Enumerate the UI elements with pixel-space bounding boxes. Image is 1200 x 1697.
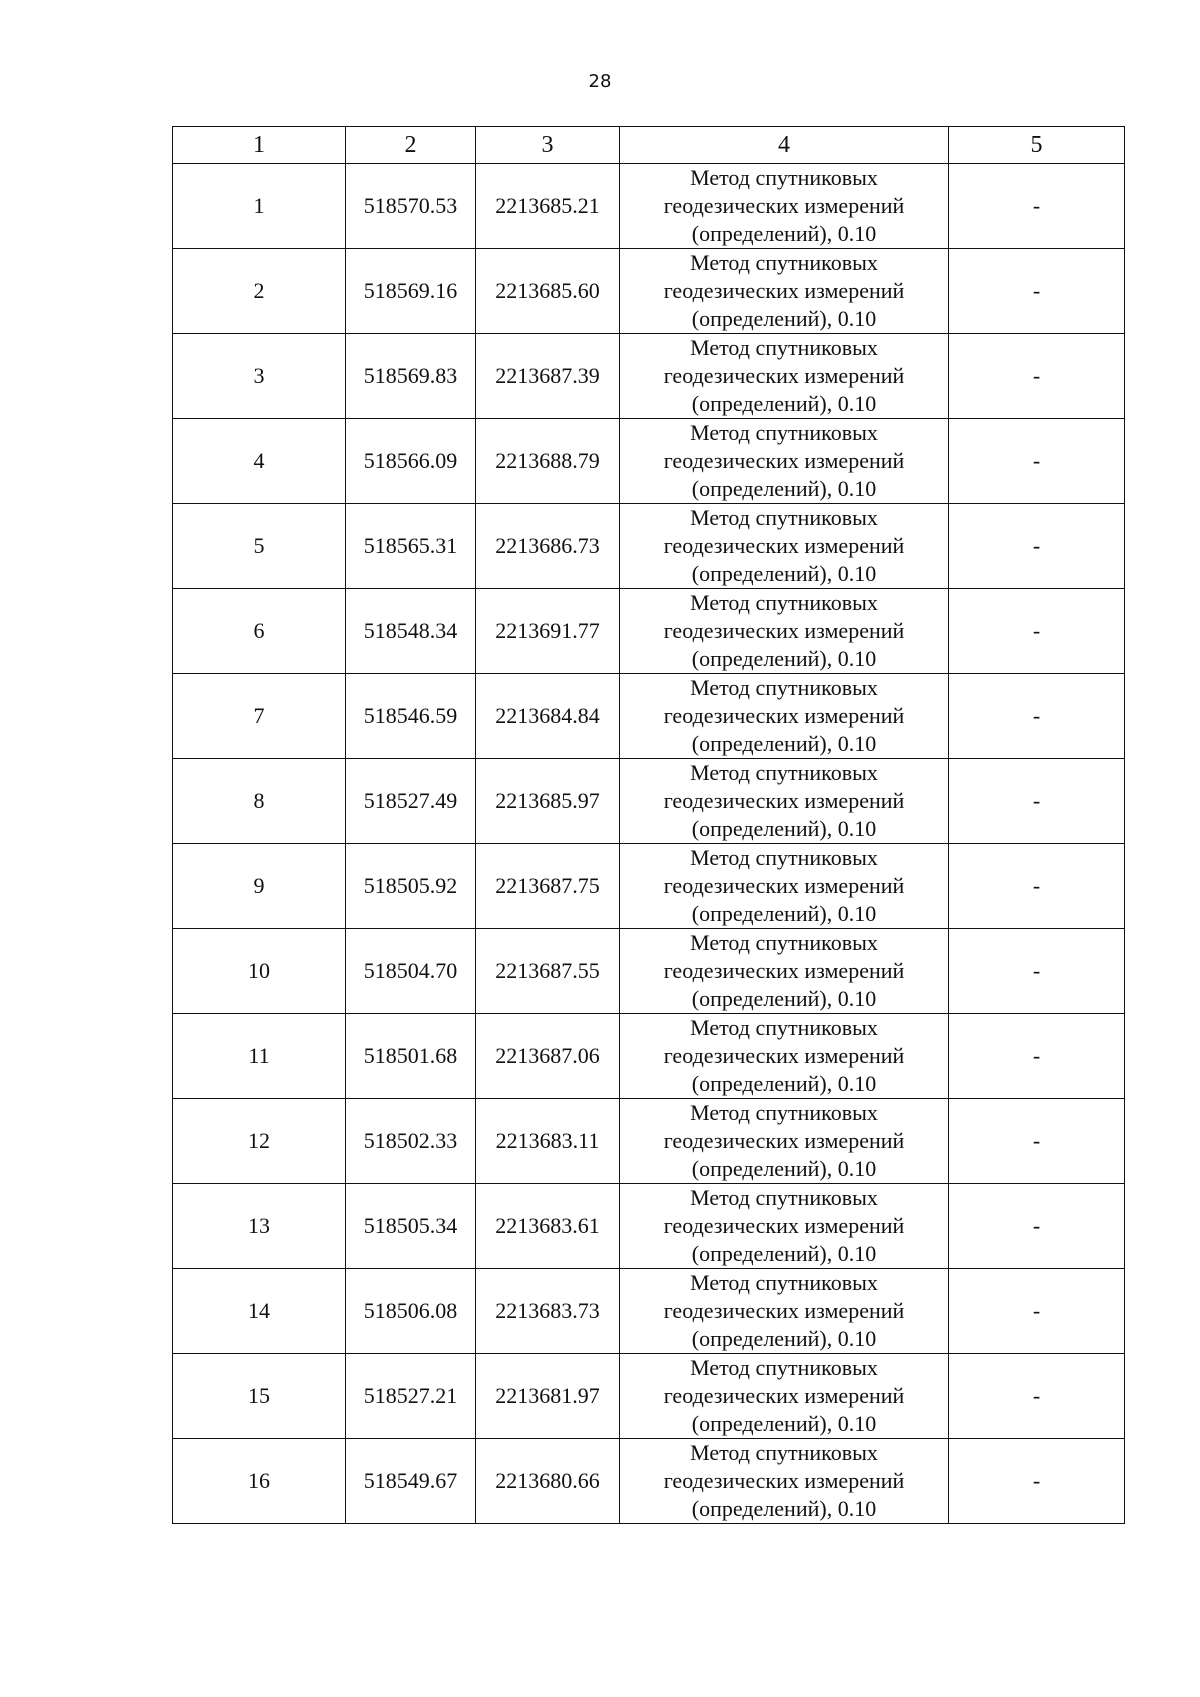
point-number-cell: 16	[173, 1439, 346, 1524]
table-row	[173, 1099, 1125, 1184]
note-cell: -	[949, 1184, 1125, 1269]
header-col-4: 4	[620, 127, 949, 164]
y-coordinate-cell: 2213687.06	[476, 1014, 620, 1099]
method-cell	[620, 164, 949, 249]
point-number-cell: 14	[173, 1269, 346, 1354]
method-line: Метод спутниковых	[690, 590, 878, 615]
y-coordinate-cell: 2213691.77	[476, 589, 620, 674]
method-line: (определений), 0.10	[691, 476, 877, 501]
y-coordinate-cell: 2213683.73	[476, 1269, 620, 1354]
method-cell	[620, 1269, 949, 1354]
point-number-cell: 10	[173, 929, 346, 1014]
y-coordinate-cell: 2213683.61	[476, 1184, 620, 1269]
point-number-cell: 8	[173, 759, 346, 844]
method-cell	[620, 1354, 949, 1439]
note-cell: -	[949, 929, 1125, 1014]
x-coordinate-cell: 518549.67	[346, 1439, 476, 1524]
method-line: геодезических измерений	[663, 1128, 905, 1153]
table-row	[173, 589, 1125, 674]
x-coordinate-cell: 518504.70	[346, 929, 476, 1014]
header-col-5: 5	[949, 127, 1125, 164]
y-coordinate-cell: 2213687.75	[476, 844, 620, 929]
method-line: геодезических измерений	[663, 278, 905, 303]
note-cell: -	[949, 844, 1125, 929]
x-coordinate-cell: 518546.59	[346, 674, 476, 759]
x-coordinate-cell: 518527.21	[346, 1354, 476, 1439]
method-line: геодезических измерений	[663, 1468, 905, 1493]
x-coordinate-cell: 518501.68	[346, 1014, 476, 1099]
method-line: геодезических измерений	[663, 533, 905, 558]
y-coordinate-cell: 2213680.66	[476, 1439, 620, 1524]
method-line: Метод спутниковых	[690, 1100, 878, 1125]
table-row	[173, 929, 1125, 1014]
table-row	[173, 504, 1125, 589]
method-cell	[620, 929, 949, 1014]
method-line: (определений), 0.10	[691, 221, 877, 246]
x-coordinate-cell: 518569.83	[346, 334, 476, 419]
table-row	[173, 334, 1125, 419]
method-line: Метод спутниковых	[690, 675, 878, 700]
page-number: 28	[588, 71, 612, 92]
table-row	[173, 1354, 1125, 1439]
method-line: (определений), 0.10	[691, 986, 877, 1011]
x-coordinate-cell: 518570.53	[346, 164, 476, 249]
x-coordinate-cell: 518527.49	[346, 759, 476, 844]
method-line: Метод спутниковых	[690, 335, 878, 360]
method-line: геодезических измерений	[663, 1383, 905, 1408]
point-number-cell: 12	[173, 1099, 346, 1184]
method-cell	[620, 1439, 949, 1524]
header-col-3: 3	[476, 127, 620, 164]
y-coordinate-cell: 2213683.11	[476, 1099, 620, 1184]
x-coordinate-cell: 518506.08	[346, 1269, 476, 1354]
x-coordinate-cell: 518505.34	[346, 1184, 476, 1269]
point-number-cell: 11	[173, 1014, 346, 1099]
x-coordinate-cell: 518565.31	[346, 504, 476, 589]
method-line: Метод спутниковых	[690, 250, 878, 275]
method-cell	[620, 589, 949, 674]
note-cell: -	[949, 1439, 1125, 1524]
table-row	[173, 1014, 1125, 1099]
method-line: (определений), 0.10	[691, 561, 877, 586]
method-line: (определений), 0.10	[691, 1241, 877, 1266]
y-coordinate-cell: 2213687.55	[476, 929, 620, 1014]
y-coordinate-cell: 2213685.60	[476, 249, 620, 334]
note-cell: -	[949, 1354, 1125, 1439]
point-number-cell: 13	[173, 1184, 346, 1269]
method-line: Метод спутниковых	[690, 1440, 878, 1465]
method-line: (определений), 0.10	[691, 1326, 877, 1351]
method-cell	[620, 674, 949, 759]
note-cell: -	[949, 334, 1125, 419]
method-cell	[620, 759, 949, 844]
method-line: (определений), 0.10	[691, 901, 877, 926]
table-row	[173, 844, 1125, 929]
table-header	[173, 127, 1125, 164]
point-number-cell: 6	[173, 589, 346, 674]
method-line: Метод спутниковых	[690, 1185, 878, 1210]
method-line: геодезических измерений	[663, 788, 905, 813]
table-row	[173, 674, 1125, 759]
method-line: (определений), 0.10	[691, 731, 877, 756]
note-cell: -	[949, 759, 1125, 844]
y-coordinate-cell: 2213688.79	[476, 419, 620, 504]
point-number-cell: 5	[173, 504, 346, 589]
note-cell: -	[949, 589, 1125, 674]
y-coordinate-cell: 2213685.97	[476, 759, 620, 844]
table-row	[173, 1439, 1125, 1524]
method-line: геодезических измерений	[663, 193, 905, 218]
method-line: (определений), 0.10	[691, 306, 877, 331]
method-cell	[620, 844, 949, 929]
y-coordinate-cell: 2213685.21	[476, 164, 620, 249]
table-row	[173, 419, 1125, 504]
method-line: Метод спутниковых	[690, 1270, 878, 1295]
note-cell: -	[949, 249, 1125, 334]
method-line: Метод спутниковых	[690, 1355, 878, 1380]
note-cell: -	[949, 419, 1125, 504]
method-line: Метод спутниковых	[690, 930, 878, 955]
x-coordinate-cell: 518502.33	[346, 1099, 476, 1184]
method-line: геодезических измерений	[663, 1043, 905, 1068]
method-line: (определений), 0.10	[691, 1156, 877, 1181]
method-line: геодезических измерений	[663, 363, 905, 388]
x-coordinate-cell: 518569.16	[346, 249, 476, 334]
method-line: геодезических измерений	[663, 703, 905, 728]
header-col-1: 1	[173, 127, 346, 164]
method-line: (определений), 0.10	[691, 816, 877, 841]
method-line: Метод спутниковых	[690, 760, 878, 785]
y-coordinate-cell: 2213684.84	[476, 674, 620, 759]
method-line: геодезических измерений	[663, 448, 905, 473]
note-cell: -	[949, 1014, 1125, 1099]
method-line: (определений), 0.10	[691, 1071, 877, 1096]
x-coordinate-cell: 518505.92	[346, 844, 476, 929]
method-line: геодезических измерений	[663, 1213, 905, 1238]
note-cell: -	[949, 1269, 1125, 1354]
table-row	[173, 1184, 1125, 1269]
table-row	[173, 249, 1125, 334]
note-cell: -	[949, 674, 1125, 759]
table-row	[173, 164, 1125, 249]
method-line: (определений), 0.10	[691, 1411, 877, 1436]
table-row	[173, 1269, 1125, 1354]
point-number-cell: 7	[173, 674, 346, 759]
y-coordinate-cell: 2213681.97	[476, 1354, 620, 1439]
note-cell: -	[949, 164, 1125, 249]
method-cell	[620, 504, 949, 589]
point-number-cell: 9	[173, 844, 346, 929]
note-cell: -	[949, 1099, 1125, 1184]
table-body	[173, 164, 1125, 1524]
method-line: Метод спутниковых	[690, 165, 878, 190]
method-cell	[620, 1184, 949, 1269]
method-line: Метод спутниковых	[690, 845, 878, 870]
point-number-cell: 15	[173, 1354, 346, 1439]
note-cell: -	[949, 504, 1125, 589]
method-line: Метод спутниковых	[690, 420, 878, 445]
method-cell	[620, 419, 949, 504]
method-cell	[620, 334, 949, 419]
table-row	[173, 759, 1125, 844]
method-line: геодезических измерений	[663, 618, 905, 643]
method-line: Метод спутниковых	[690, 1015, 878, 1040]
method-line: Метод спутниковых	[690, 505, 878, 530]
method-line: (определений), 0.10	[691, 1496, 877, 1521]
x-coordinate-cell: 518566.09	[346, 419, 476, 504]
method-line: геодезических измерений	[663, 1298, 905, 1323]
method-cell	[620, 1099, 949, 1184]
point-number-cell: 3	[173, 334, 346, 419]
point-number-cell: 1	[173, 164, 346, 249]
method-line: геодезических измерений	[663, 958, 905, 983]
header-row	[173, 127, 1125, 164]
point-number-cell: 4	[173, 419, 346, 504]
method-cell	[620, 249, 949, 334]
coordinates-table	[172, 126, 1125, 1524]
method-line: геодезических измерений	[663, 873, 905, 898]
y-coordinate-cell: 2213687.39	[476, 334, 620, 419]
header-col-2: 2	[346, 127, 476, 164]
method-line: (определений), 0.10	[691, 646, 877, 671]
method-cell	[620, 1014, 949, 1099]
point-number-cell: 2	[173, 249, 346, 334]
method-line: (определений), 0.10	[691, 391, 877, 416]
y-coordinate-cell: 2213686.73	[476, 504, 620, 589]
x-coordinate-cell: 518548.34	[346, 589, 476, 674]
